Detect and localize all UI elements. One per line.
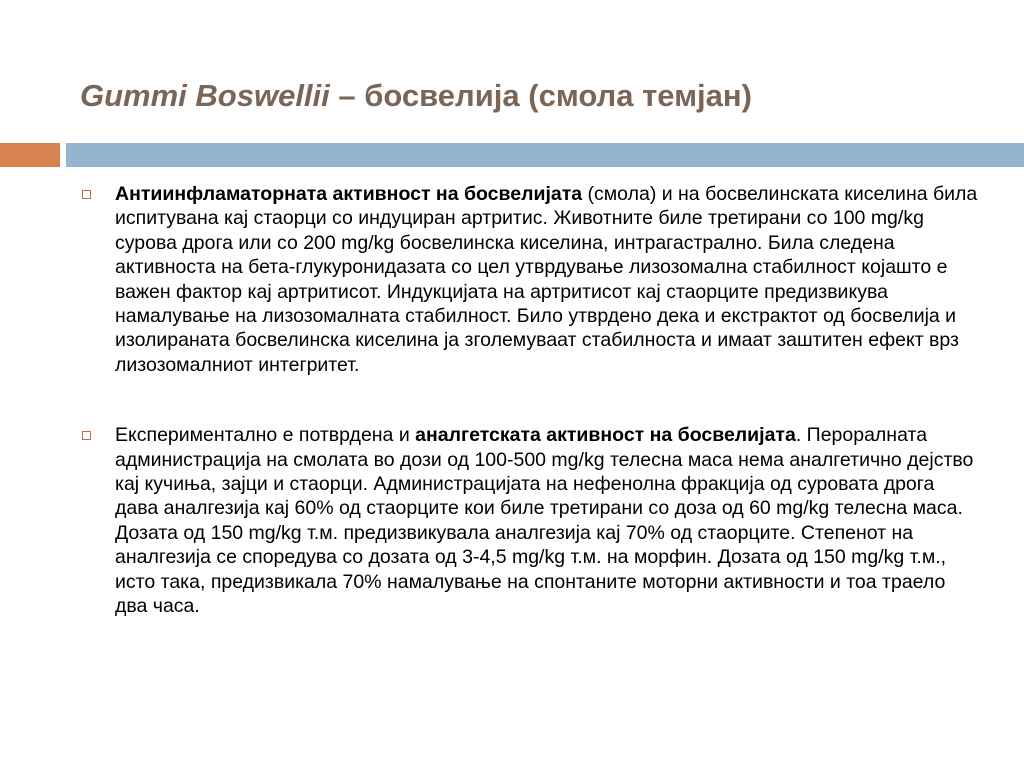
slide-title-latin: Gummi Boswellii <box>80 78 330 113</box>
slide-title-rest: – босвелија (смола темјан) <box>329 78 752 113</box>
slide-title <box>80 78 980 114</box>
bullet-2-text-after: . Пероралната администрација на смолата во дози од 100-500 mg/kg телесна маса нема аналгетично дејство кај кучиња, зајци и стаорци. Администрацијата на нефенолна фракција од суровата дрога дава аналгезија кај 60% од стаорците кои биле третирани со доза од 60 mg/kg телесна маса. Дозата од 150 mg/kg т.м. предизвикувала аналгезија кај 70% од стаорците. Степенот на аналгезија се споредува со дозата од 3-4,5 mg/kg т.м. на морфин. Дозата од 150 mg/kg т.м., исто така, предизвикала 70% намалување на спонтаните моторни активности и тоа траело два часа. <box>115 424 974 618</box>
title-accent-bar <box>0 143 60 167</box>
bullet-1-lead: Антиинфламаторната активност на босвелијата <box>115 183 583 205</box>
title-divider-bar <box>66 143 1024 167</box>
square-bullet-icon <box>82 431 91 440</box>
bullet-analgesic <box>78 423 978 618</box>
bullet-1-text: (смола) и на босвелинската киселина била испитувана кај стаорци со индуциран артритис. Животните биле третирани со 100 mg/kg сурова дрога или со 200 mg/kg босвелинска киселина, интрагастрално. Била следена активноста на бета-глукуронидазата со цел утврдување лизозомална стабилност којашто е важен фактор кај артритисот. Индукцијата на артритисот кај стаорците предизвикува намалување на лизозомалната стабилност. Било утврдено дека и екстрактот од босвелија и изолираната босвелинска киселина ја зголемуваат стабилноста и имаат заштитен ефект врз лизозомалниот интегритет. <box>115 183 978 376</box>
square-bullet-icon <box>82 190 91 199</box>
bullet-anti-inflammatory <box>78 182 978 377</box>
slide-content <box>78 182 978 619</box>
bullet-2-bold: аналгетската активност на босвелијата <box>415 424 796 447</box>
bullet-2-text-before: Експериментално е потврдена и <box>115 424 416 447</box>
